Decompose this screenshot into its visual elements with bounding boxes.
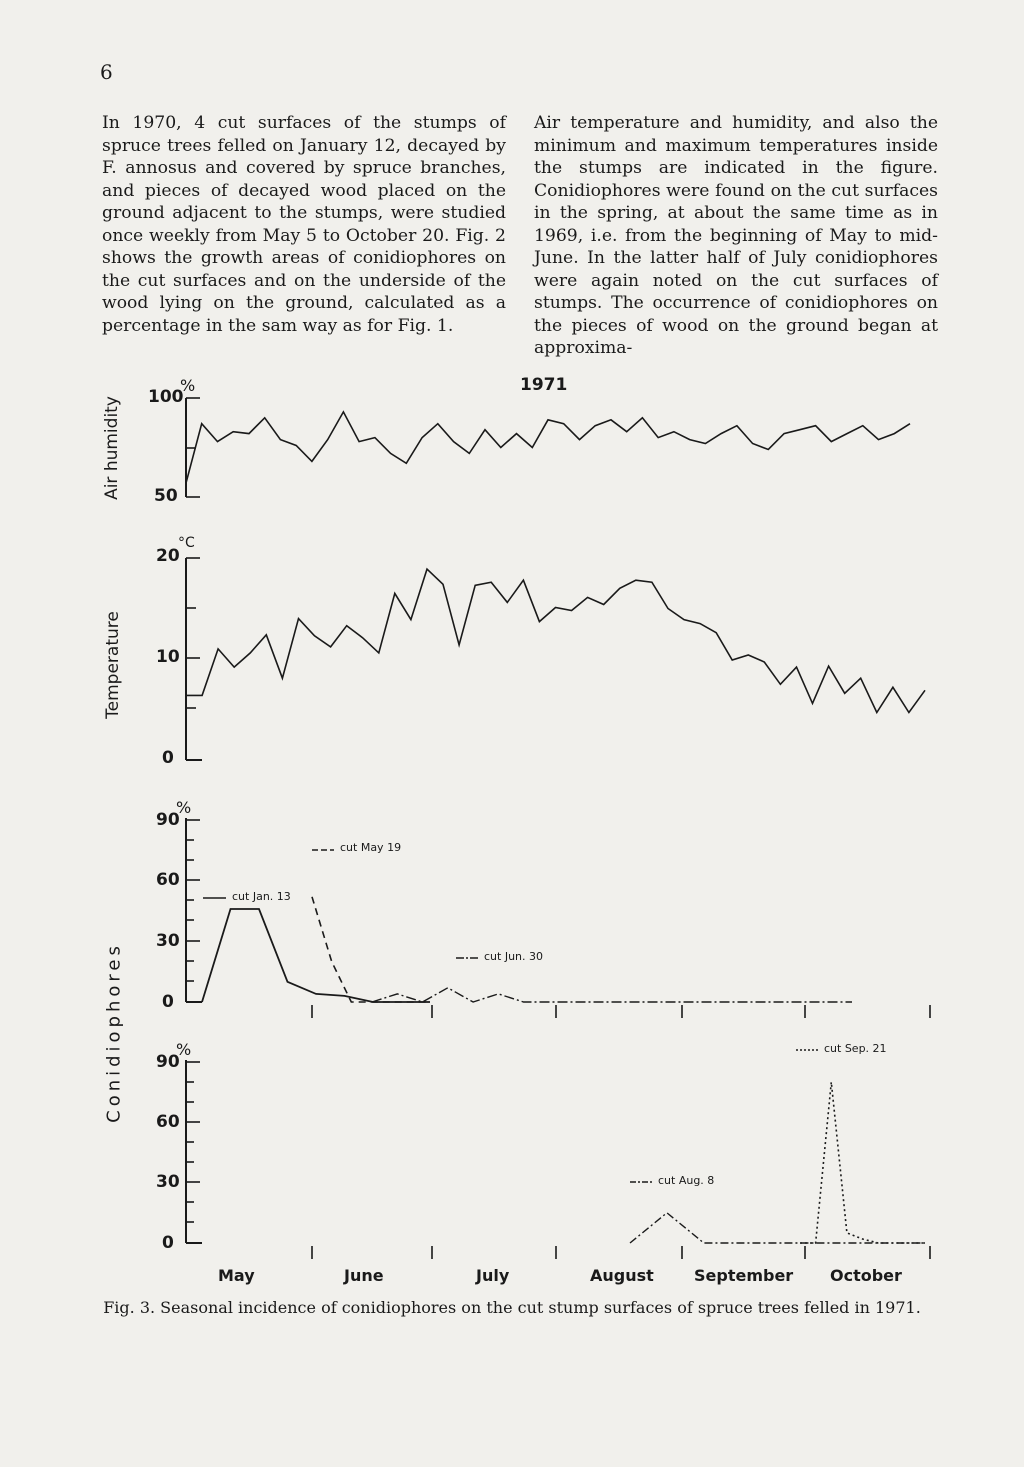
conidiophores-axis-label: Conidiophores xyxy=(103,942,125,1123)
lower-tick-90: 90 xyxy=(156,1052,180,1072)
upper-tick-30: 30 xyxy=(156,931,180,951)
upper-unit: % xyxy=(176,798,192,817)
month-label-october: October xyxy=(830,1266,902,1285)
legend-cut-sep-21: cut Sep. 21 xyxy=(824,1042,887,1055)
month-label-may: May xyxy=(218,1266,255,1285)
humidity-axis-label: Air humidity xyxy=(102,396,122,500)
month-label-august: August xyxy=(590,1266,654,1285)
legend-cut-jun-30: cut Jun. 30 xyxy=(484,950,544,963)
month-label-july: July xyxy=(476,1266,510,1285)
left-paragraph: In 1970, 4 cut surfaces of the stumps of spruce trees felled on January 12, decayed by F. annosus and covered by spruce branches, and pieces of decayed wood placed on the ground adjacent to the stumps, were studied once weekly from May 5 to October 20. Fig. 2 shows the growth areas of conidiophores on the cut surfaces and on the underside of the wood lying on the ground, calculated as a percentage in the sam way as for Fig. 1. xyxy=(102,113,506,336)
month-label-june: June xyxy=(344,1266,384,1285)
year-label: 1971 xyxy=(520,375,568,395)
month-label-september: September xyxy=(694,1266,794,1285)
humidity-tick-50: 50 xyxy=(154,486,178,506)
series-cut-may-19 xyxy=(312,897,430,1002)
series-cut-jan-13 xyxy=(202,909,430,1002)
humidity-unit: % xyxy=(180,376,196,395)
figure-caption: Fig. 3. Seasonal incidence of conidiophores on the cut stump surfaces of spruce trees felled in 1971. xyxy=(103,1298,921,1317)
series-cut-sep-21 xyxy=(800,1082,925,1243)
page-number: 6 xyxy=(100,60,113,84)
temperature-line xyxy=(186,569,925,712)
upper-tick-90: 90 xyxy=(156,810,180,830)
temp-tick-20: 20 xyxy=(156,546,180,566)
upper-tick-0: 0 xyxy=(162,992,174,1012)
lower-unit: % xyxy=(176,1040,192,1059)
legend-cut-may-19: cut May 19 xyxy=(340,841,402,854)
series-cut-aug-8 xyxy=(630,1213,925,1243)
lower-tick-30: 30 xyxy=(156,1172,180,1192)
right-paragraph: Air temperature and humidity, and also the minimum and maximum temperatures inside the stumps are indicated in the figure. Conidiophores were found on the cut surfaces in the spring, at about the same time as in 1969, i.e. from the beginning of May to mid-June. In the latter half of July conidiophores were again noted on the cut surfaces of stumps. The occurrence of conidiophores on the pieces of wood on the ground began at approxima- xyxy=(534,113,938,358)
humidity-line xyxy=(186,412,910,483)
temperature-axis-label: Temperature xyxy=(103,611,123,719)
temperature-unit: °C xyxy=(178,535,195,551)
temp-tick-10: 10 xyxy=(156,647,180,667)
upper-tick-60: 60 xyxy=(156,870,180,890)
legend-cut-aug-8: cut Aug. 8 xyxy=(658,1174,715,1187)
series-cut-jun-30 xyxy=(372,988,852,1002)
lower-tick-60: 60 xyxy=(156,1112,180,1132)
lower-tick-0: 0 xyxy=(162,1233,174,1253)
legend-cut-jan-13: cut Jan. 13 xyxy=(232,890,291,903)
humidity-tick-100: 100 xyxy=(148,387,184,407)
temp-tick-0: 0 xyxy=(162,748,174,768)
